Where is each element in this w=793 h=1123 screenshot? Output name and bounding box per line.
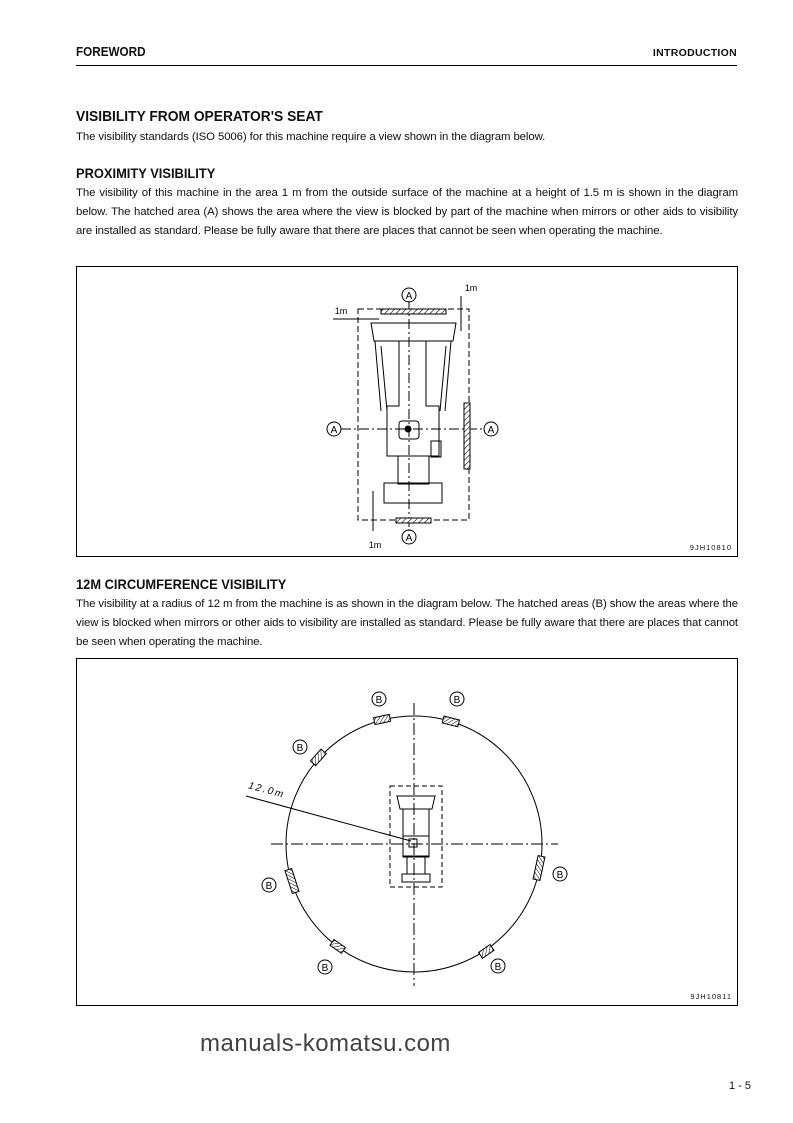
proximity-figure: [76, 266, 738, 557]
label-a-right: A: [487, 425, 495, 436]
dim-1m-right: 1m: [464, 283, 478, 293]
header-rule: [76, 65, 737, 66]
proximity-text: The visibility of this machine in the area 1 m from the outside surface of the machine at a height of 1.5 m is shown in the diagram below. The hatched area (A) shows the area where the view is blocked by part of the machine when mirrors or other aids to visibility are installed as standard. Please be fully aware that there are places that cannot be seen when operating the machine.: [76, 187, 738, 237]
bucket: [402, 874, 430, 882]
header-chapter-title: INTRODUCTION: [652, 47, 737, 59]
operator-seat: [409, 839, 417, 847]
page-number: 1 - 5: [728, 1080, 751, 1092]
label-b-3: B: [296, 743, 304, 754]
frame-inner: [381, 346, 446, 411]
circumference-figure: [76, 658, 738, 1006]
blocked-area-front: [381, 309, 446, 314]
circumference-diagram: [77, 659, 737, 1005]
radius-label: 12.0m: [246, 780, 287, 801]
radius-line: [246, 796, 411, 841]
label-b-2: B: [453, 695, 461, 706]
blocked-area-rear: [396, 518, 431, 523]
label-b-7: B: [494, 962, 502, 973]
page-title: VISIBILITY FROM OPERATOR'S SEAT: [76, 108, 323, 125]
label-b-4: B: [265, 881, 273, 892]
dim-1m-left: 1m: [334, 306, 348, 316]
proximity-heading: PROXIMITY VISIBILITY: [76, 165, 216, 181]
blade: [371, 323, 456, 341]
label-a-left: A: [330, 425, 338, 436]
header-section-title: FOREWORD: [76, 44, 146, 59]
circumference-text: The visibility at a radius of 12 m from the machine is as shown in the diagram below. The hatched areas (B) show the areas where the view is blocked when mirrors or other aids to visibility are installed as standard. Please be fully aware that there are places that cannot be seen when operating the machine.: [76, 598, 738, 648]
label-a-top: A: [405, 291, 413, 302]
blade: [397, 796, 435, 809]
label-b-6: B: [321, 963, 329, 974]
machine-body: [403, 809, 429, 857]
label-b-1: B: [375, 695, 383, 706]
figure-code: 9JH10810: [689, 543, 732, 552]
proximity-diagram: [77, 267, 737, 556]
bucket: [384, 483, 442, 503]
label-a-bottom: A: [405, 533, 413, 544]
blocked-area-right: [464, 403, 470, 469]
arm: [407, 856, 425, 874]
label-b-5: B: [556, 870, 564, 881]
dim-1m-bottom: 1m: [368, 540, 382, 550]
circumference-heading: 12M CIRCUMFERENCE VISIBILITY: [76, 576, 287, 592]
figure-code: 9JH10811: [690, 992, 732, 1001]
eye-point: [405, 426, 411, 432]
arm: [398, 456, 429, 484]
intro-text: The visibility standards (ISO 5006) for this machine require a view shown in the diagram below.: [76, 131, 546, 143]
watermark: manuals-komatsu.com: [200, 1030, 451, 1057]
